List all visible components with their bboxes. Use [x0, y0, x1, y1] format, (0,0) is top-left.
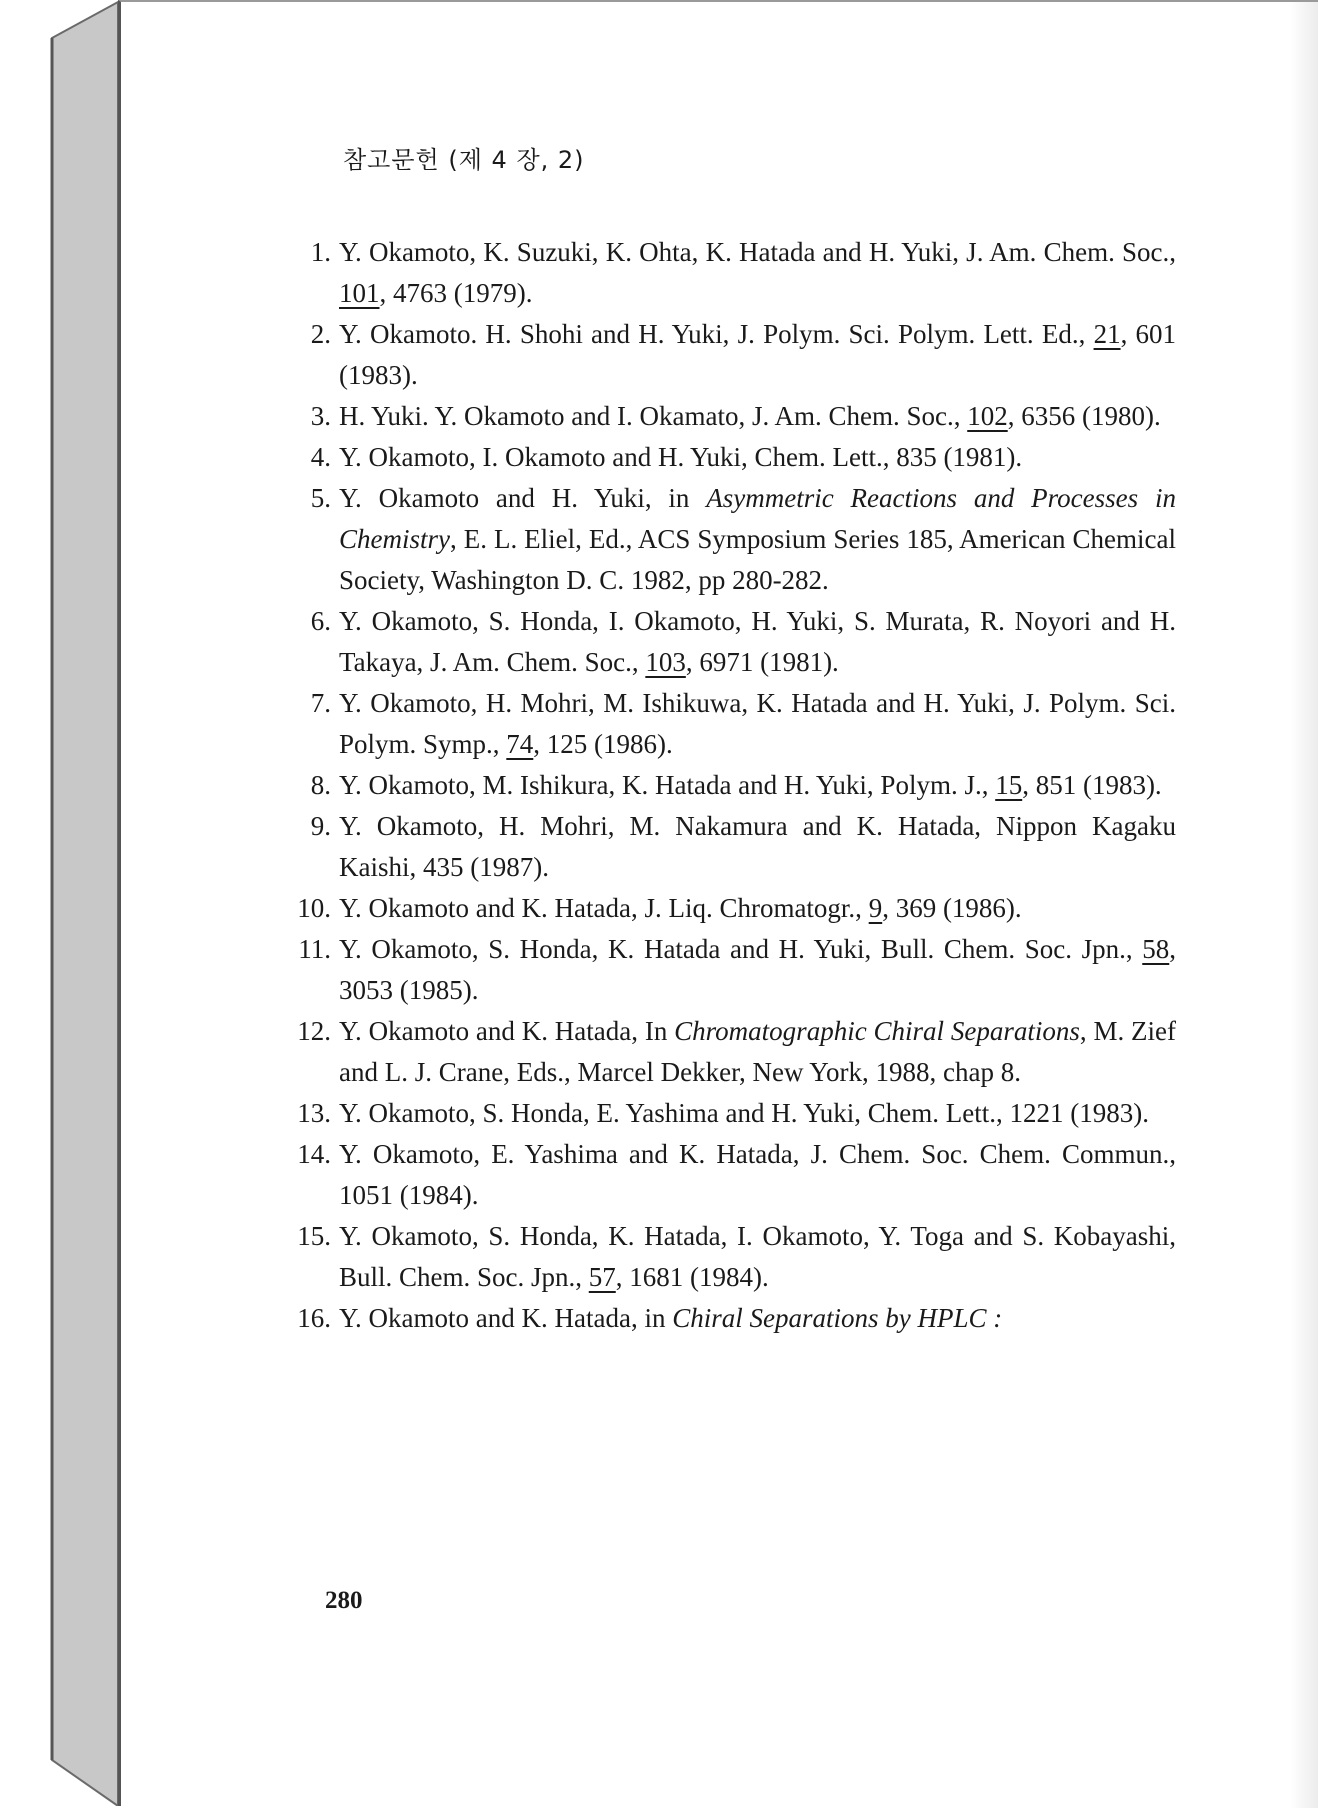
page-edge-shadow — [1290, 2, 1318, 1808]
reference-item: 3. H. Yuki. Y. Okamoto and I. Okamato, J. Am. Chem. Soc., 102, 6356 (1980). — [283, 396, 1176, 437]
reference-number: 10. — [297, 893, 331, 923]
reference-item: 15. Y. Okamoto, S. Honda, K. Hatada, I. Okamoto, Y. Toga and S. Kobayashi, Bull. Chem. Soc. Jpn., 57, 1681 (1984). — [283, 1216, 1176, 1298]
reference-number: 1. — [310, 237, 331, 267]
reference-number: 16. — [297, 1303, 331, 1333]
volume-number: 9 — [868, 893, 883, 923]
reference-number: 15. — [297, 1221, 331, 1251]
book-title: Chromatographic Chiral Separations — [674, 1016, 1080, 1046]
reference-item: 16. Y. Okamoto and K. Hatada, in Chiral Separations by HPLC : — [283, 1298, 1176, 1339]
book-title: Chiral Separations by HPLC : — [672, 1303, 1003, 1333]
reference-number: 13. — [297, 1098, 331, 1128]
reference-number: 12. — [297, 1016, 331, 1046]
reference-number: 8. — [310, 770, 331, 800]
volume-number: 58 — [1142, 934, 1170, 964]
reference-item: 9. Y. Okamoto, H. Mohri, M. Nakamura and K. Hatada, Nippon Kagaku Kaishi, 435 (1987). — [283, 806, 1176, 888]
reference-item: 5. Y. Okamoto and H. Yuki, in Asymmetric Reactions and Processes in Chemistry, E. L. Eliel, Ed., ACS Symposium Series 185, American Chemical Society, Washington D. C. 1982, pp 280-282. — [283, 478, 1176, 601]
volume-number: 21 — [1093, 319, 1121, 349]
volume-number: 15 — [995, 770, 1023, 800]
reference-item: 6. Y. Okamoto, S. Honda, I. Okamoto, H. Yuki, S. Murata, R. Noyori and H. Takaya, J. Am. Chem. Soc., 103, 6971 (1981). — [283, 601, 1176, 683]
book-title: Asymmetric Reactions and Processes in Chemistry — [339, 483, 1176, 554]
reference-item: 11. Y. Okamoto, S. Honda, K. Hatada and H. Yuki, Bull. Chem. Soc. Jpn., 58, 3053 (1985). — [283, 929, 1176, 1011]
reference-number: 4. — [310, 442, 331, 472]
reference-number: 9. — [310, 811, 331, 841]
reference-item: 12. Y. Okamoto and K. Hatada, In Chromatographic Chiral Separations, M. Zief and L. J. Crane, Eds., Marcel Dekker, New York, 1988, chap 8. — [283, 1011, 1176, 1093]
page-heading: 참고문헌 (제 4 장, 2) — [343, 146, 585, 174]
book-spine-edge — [0, 0, 130, 1806]
page-number: 280 — [325, 1587, 363, 1614]
reference-number: 14. — [297, 1139, 331, 1169]
reference-item: 8. Y. Okamoto, M. Ishikura, K. Hatada and H. Yuki, Polym. J., 15, 851 (1983). — [283, 765, 1176, 806]
reference-item: 1. Y. Okamoto, K. Suzuki, K. Ohta, K. Hatada and H. Yuki, J. Am. Chem. Soc., 101, 4763 (1979). — [283, 232, 1176, 314]
reference-number: 7. — [310, 688, 331, 718]
reference-item: 2. Y. Okamoto. H. Shohi and H. Yuki, J. Polym. Sci. Polym. Lett. Ed., 21, 601 (1983). — [283, 314, 1176, 396]
reference-number: 3. — [310, 401, 331, 431]
reference-item: 13. Y. Okamoto, S. Honda, E. Yashima and H. Yuki, Chem. Lett., 1221 (1983). — [283, 1093, 1176, 1134]
volume-number: 57 — [588, 1262, 616, 1292]
reference-item: 7. Y. Okamoto, H. Mohri, M. Ishikuwa, K. Hatada and H. Yuki, J. Polym. Sci. Polym. Symp., 74, 125 (1986). — [283, 683, 1176, 765]
reference-item: 4. Y. Okamoto, I. Okamoto and H. Yuki, Chem. Lett., 835 (1981). — [283, 437, 1176, 478]
reference-number: 2. — [310, 319, 331, 349]
volume-number: 103 — [645, 647, 686, 677]
reference-list — [283, 232, 1176, 1339]
volume-number: 101 — [339, 278, 380, 308]
reference-item: 14. Y. Okamoto, E. Yashima and K. Hatada, J. Chem. Soc. Chem. Commun., 1051 (1984). — [283, 1134, 1176, 1216]
reference-number: 6. — [310, 606, 331, 636]
volume-number: 74 — [506, 729, 534, 759]
reference-number: 5. — [310, 483, 331, 513]
volume-number: 102 — [967, 401, 1008, 431]
reference-item: 10. Y. Okamoto and K. Hatada, J. Liq. Chromatogr., 9, 369 (1986). — [283, 888, 1176, 929]
reference-number: 11. — [298, 934, 331, 964]
